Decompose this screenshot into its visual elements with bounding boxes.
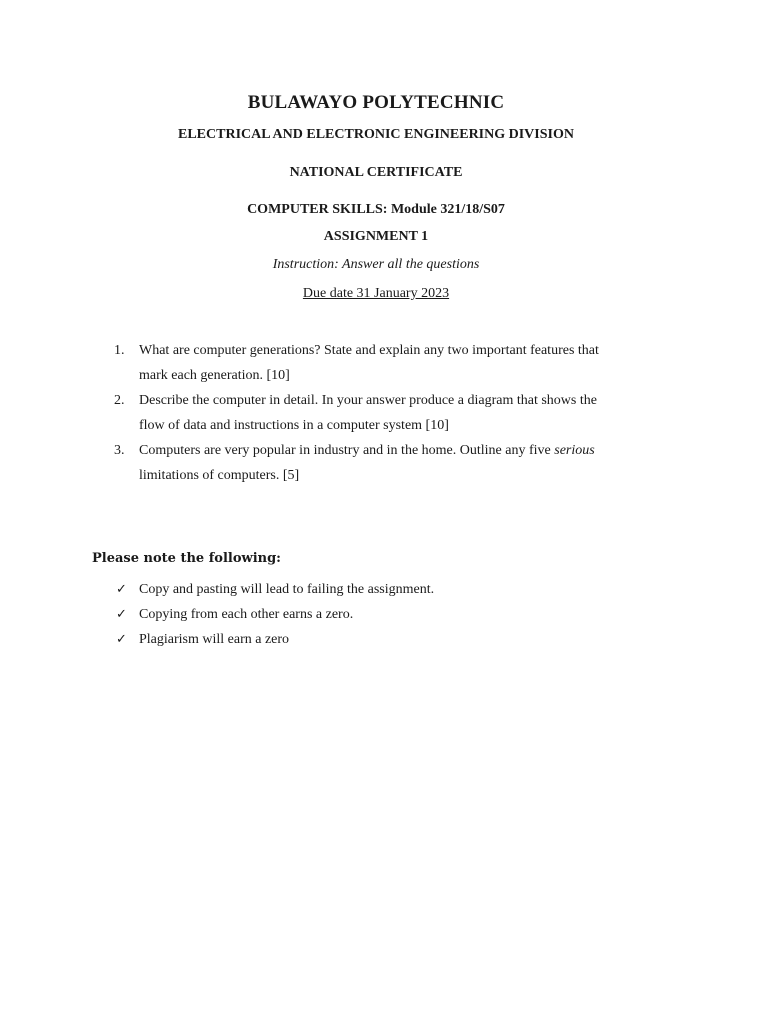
due-date: Due date 31 January 2023 — [302, 286, 450, 301]
question-item — [114, 438, 674, 488]
question-text-continued: flow of data and instructions in a computer system [10] — [139, 418, 449, 433]
notes-list — [116, 577, 434, 652]
question-item — [114, 338, 674, 388]
question-emphasis: serious — [554, 443, 595, 458]
question-text-continued: limitations of computers. [5] — [139, 468, 300, 483]
question-list — [114, 338, 674, 488]
institution-title: BULAWAYO POLYTECHNIC — [247, 92, 505, 113]
note-item — [116, 627, 434, 652]
note-text: Copying from each other earns a zero. — [139, 607, 354, 622]
checkmark-icon: ✓ — [116, 632, 127, 647]
question-item — [114, 388, 674, 438]
note-text: Plagiarism will earn a zero — [139, 632, 290, 647]
question-number: 2. — [114, 393, 125, 408]
instruction-text: Instruction: Answer all the questions — [272, 257, 480, 272]
checkmark-icon: ✓ — [116, 607, 127, 622]
division-title: ELECTRICAL AND ELECTRONIC ENGINEERING DIVISION — [178, 127, 574, 142]
question-text: Describe the computer in detail. In your answer produce a diagram that shows the — [139, 393, 597, 408]
note-item — [116, 602, 434, 627]
assignment-title: ASSIGNMENT 1 — [323, 229, 429, 244]
course-title: COMPUTER SKILLS: Module 321/18/S07 — [247, 202, 505, 217]
note-text: Copy and pasting will lead to failing the assignment. — [139, 582, 435, 597]
question-number: 1. — [114, 343, 125, 358]
question-text-continued: mark each generation. [10] — [139, 368, 290, 383]
question-text — [139, 443, 595, 458]
certificate-title: NATIONAL CERTIFICATE — [289, 165, 463, 180]
question-text: What are computer generations? State and explain any two important features that — [139, 343, 599, 358]
checkmark-icon: ✓ — [116, 582, 127, 597]
question-text-plain: Computers are very popular in industry and in the home. Outline any five — [139, 443, 555, 458]
question-number: 3. — [114, 443, 125, 458]
note-item — [116, 577, 434, 602]
notes-heading: Please note the following: — [92, 551, 281, 566]
